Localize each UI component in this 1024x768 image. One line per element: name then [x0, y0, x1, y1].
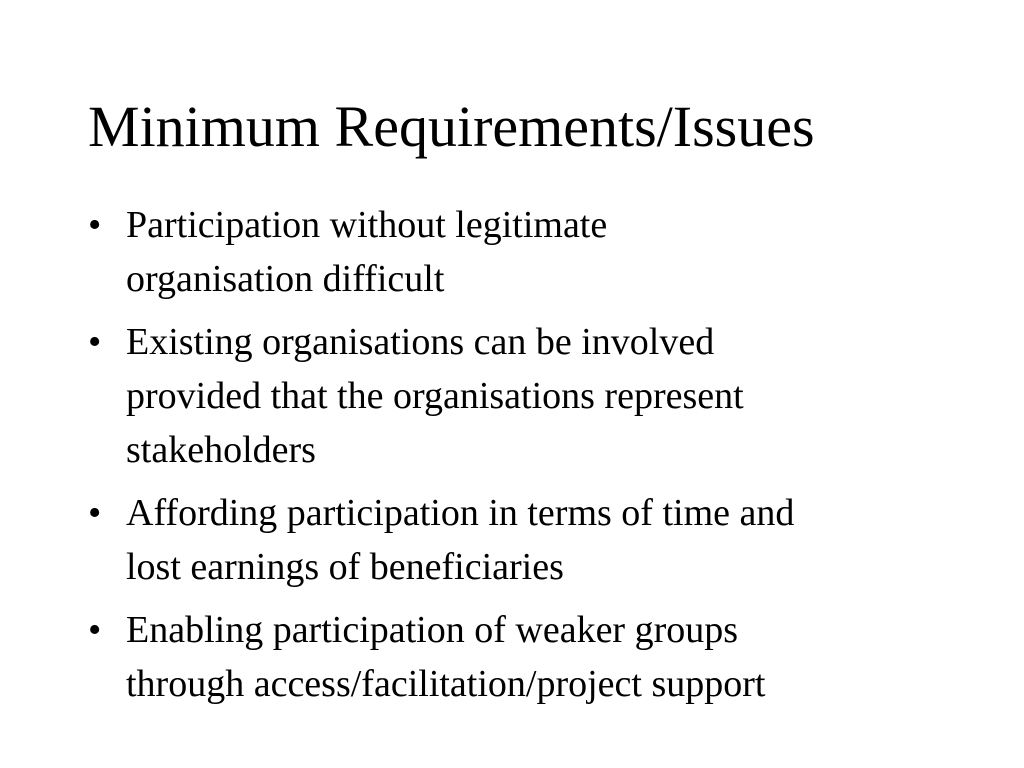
- bullet-line: through access/facilitation/project support: [126, 663, 766, 705]
- bullet-line: provided that the organisations represent: [126, 375, 744, 417]
- bullet-dot-icon: •: [88, 321, 102, 363]
- bullet-line: organisation difficult: [126, 258, 445, 300]
- bullet-item: [88, 603, 948, 711]
- bullet-line: Participation without legitimate: [126, 204, 608, 246]
- bullet-dot-icon: •: [88, 609, 102, 651]
- bullet-dot-icon: •: [88, 204, 102, 246]
- bullet-line: Affording participation in terms of time and: [126, 492, 795, 534]
- bullet-list: [88, 198, 948, 720]
- bullet-dot-icon: •: [88, 492, 102, 534]
- bullet-line: stakeholders: [126, 429, 316, 471]
- bullet-item: [88, 198, 948, 306]
- slide-title: Minimum Requirements/Issues: [88, 94, 815, 159]
- bullet-line: Existing organisations can be involved: [126, 321, 715, 363]
- bullet-item: [88, 486, 948, 594]
- bullet-line: Enabling participation of weaker groups: [126, 609, 739, 651]
- bullet-item: [88, 315, 948, 477]
- bullet-line: lost earnings of beneficiaries: [126, 546, 564, 588]
